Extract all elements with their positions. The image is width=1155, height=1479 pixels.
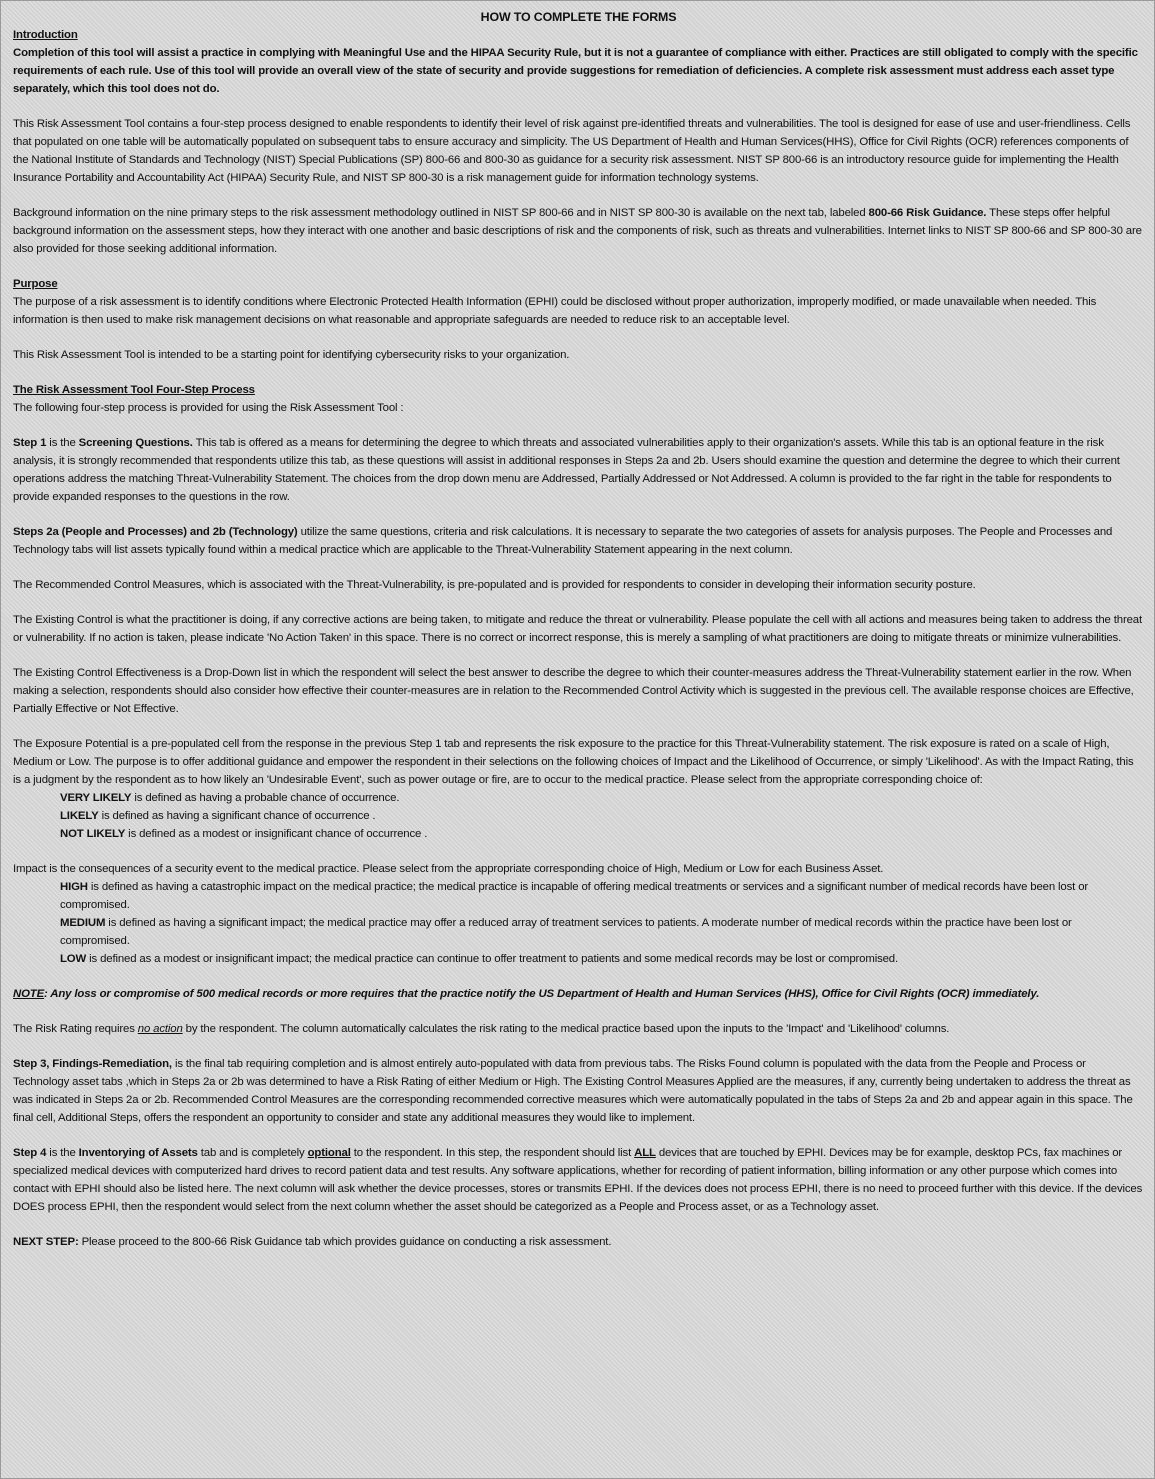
step1-paragraph: Step 1 is the Screening Questions. This tab is offered as a means for determining the degree to which threats and associated vulnerabilities apply to their organization's assets. While this tab is an optional feature in the risk analysis, it is strongly recommended that respondents utilize this tab, as these questions will assist in additional responses in Steps 2a and 2b. Users should examine the question and determine the degree to which their current operations address the matching Threat-Vulnerability Statement. The choices from the drop down menu are Addressed, Partially Addressed or Not Addressed. A column is provided to the far right in the table for respondents to provide expanded responses to the questions in the row. xyxy=(13,437,1120,503)
step3-paragraph: Step 3, Findings-Remediation, is the final tab requiring completion and is almost entirely auto-populated with data from previous tabs. The Risks Found column is populated with the data from the People and Process or Technology asset tabs ,which in Steps 2a or 2b was determined to have a Risk Rating of either Medium or High. The Existing Control Measures Applied are the measures, if any, currently being undertaken to address the threat as was indicated in Steps 2a or 2b. Recommended Control Measures are the corresponding recommended corrective measures which were automatically populated in the tabs of Steps 2a and 2b and appear again in this space. The final cell, Additional Steps, offers the respondent an opportunity to consider and state any additional measures they would like to implement. xyxy=(13,1058,1133,1124)
spacer xyxy=(13,594,1144,611)
exposure-potential-paragraph: The Exposure Potential is a pre-populated cell from the response in the previous Step 1 tab and represents the risk exposure to the practice for this Threat-Vulnerability statement. The risk exposure is rated on a scale of High, Medium or Low. The purpose is to offer additional guidance and empower the respondent in their selections on the following choices of Impact and the Likelihood of Occurrence, or simply 'Likelihood'. As with the Impact Rating, this is a judgment by the respondent as to how likely an 'Undesirable Event', such as power outage or fire, are to occur to the medical practice. Please select from the appropriate corresponding choice of: xyxy=(13,738,1134,786)
impact-definition: MEDIUM is defined as having a significant impact; the medical practice may offer a reduced array of treatment services to patients. A moderate number of medical records within the practice have been lost or compromised. xyxy=(60,917,1072,947)
document-title: HOW TO COMPLETE THE FORMS xyxy=(480,10,677,24)
risk-rating-paragraph: The Risk Rating requires no action by the respondent. The column automatically calculates the risk rating to the medical practice based upon the inputs to the 'Impact' and 'Likelihood' columns. xyxy=(13,1023,950,1035)
introduction-paragraph: Completion of this tool will assist a practice in complying with Meaningful Use and the HIPAA Security Rule, but it is not a guarantee of compliance with either. Practices are still obligated to comply with the specific requirements of each rule. Use of this tool will provide an overall view of the state of security and provide suggestions for remediation of deficiencies. A complete risk assessment must address each asset type separately, which this tool does not do. xyxy=(13,47,1138,95)
impact-definition: LOW is defined as a modest or insignificant impact; the medical practice can continue to offer treatment to patients and some medical records may be lost or compromised. xyxy=(60,953,899,965)
spacer xyxy=(13,506,1144,523)
hhs-notification-note: NOTE: Any loss or compromise of 500 medical records or more requires that the practice notify the US Department of Health and Human Services (HHS), Office for Civil Rights (OCR) immediately. xyxy=(13,988,1040,1000)
process-heading: The Risk Assessment Tool Four-Step Process xyxy=(13,384,255,396)
likelihood-definition: LIKELY is defined as having a significant chance of occurrence . xyxy=(60,810,376,822)
spacer xyxy=(13,968,1144,985)
tool-overview-paragraph: This Risk Assessment Tool contains a four-step process designed to enable respondents to identify their level of risk against pre-identified threats and vulnerabilities. The tool is designed for ease of use and user-friendliness. Cells that populated on one table will be automatically populated on subsequent tabs to ensure accuracy and simplicity. The US Department of Health and Human Services(HHS), Office for Civil Rights (OCR) references components of the National Institute of Standards and Technology (NIST) Special Publications (SP) 800-66 and 800-30 as guidance for a security risk assessment. NIST SP 800-66 is an introductory resource guide for implementing the Health Insurance Portability and Accountability Act (HIPAA) Security Rule, and NIST SP 800-30 is a risk management guide for information technology systems. xyxy=(13,118,1131,184)
likelihood-definition: VERY LIKELY is defined as having a probable chance of occurrence. xyxy=(60,792,400,804)
step4-paragraph: Step 4 is the Inventorying of Assets tab and is completely optional to the respondent. In this step, the respondent should list ALL devices that are touched by EPHI. Devices may be for example, desktop PCs, fax machines or specialized medical devices with computerized hard drives to record patient data and test results. Any software applications, whether for recording of patient information, billing information or any other purpose which comes into contact with EPHI should also be listed here. The next column will ask whether the device processes, stores or transmits EPHI. If the devices does not process EPHI, there is no need to proceed further with this device. If the devices DOES process EPHI, then the respondent would select from the next column whether the asset should be categorized as a People and Process asset, or as a Technology asset. xyxy=(13,1147,1143,1213)
existing-control-paragraph: The Existing Control is what the practitioner is doing, if any corrective actions are being taken, to mitigate and reduce the threat or vulnerability. Please populate the cell with all actions and measures being taken to address the threat or vulnerability. If no action is taken, please indicate 'No Action Taken' in this space. There is no correct or incorrect response, this is merely a sampling of what practitioners are doing to mitigate threats or minimize vulnerabilities. xyxy=(13,614,1142,644)
spacer xyxy=(13,647,1144,664)
step2-paragraph: Steps 2a (People and Processes) and 2b (Technology) utilize the same questions, criteria and risk calculations. It is necessary to separate the two categories of assets for analysis purposes. The People and Processes and Technology tabs will list assets typically found within a medical practice which are applicable to the Threat-Vulnerability Statement appearing in the next column. xyxy=(13,526,1113,556)
recommended-control-paragraph: The Recommended Control Measures, which is associated with the Threat-Vulnerability, is pre-populated and is provided for respondents to consider in developing their information security posture. xyxy=(13,579,976,591)
risk-guidance-tab-label: 800-66 Risk Guidance. xyxy=(868,207,987,219)
next-step-paragraph: NEXT STEP: Please proceed to the 800-66 Risk Guidance tab which provides guidance on conducting a risk assessment. xyxy=(13,1236,612,1248)
spacer xyxy=(13,417,1144,434)
impact-paragraph: Impact is the consequences of a security event to the medical practice. Please select from the appropriate corresponding choice of High, Medium or Low for each Business Asset. xyxy=(13,863,884,875)
purpose-heading: Purpose xyxy=(13,278,58,290)
spacer xyxy=(13,1038,1144,1055)
control-effectiveness-paragraph: The Existing Control Effectiveness is a Drop-Down list in which the respondent will select the best answer to describe the degree to which their counter-measures address the Threat-Vulnerability statement earlier in the row. When making a selection, respondents should also consider how effective their counter-measures are in relation to the Recommended Control Activity which is suggested in the previous cell. The available response choices are Effective, Partially Effective or Not Effective. xyxy=(13,667,1134,715)
spacer xyxy=(13,329,1144,346)
process-intro: The following four-step process is provided for using the Risk Assessment Tool : xyxy=(13,402,404,414)
spacer xyxy=(13,258,1144,275)
spacer xyxy=(13,1003,1144,1020)
spacer xyxy=(13,559,1144,576)
likelihood-definition: NOT LIKELY is defined as a modest or insignificant chance of occurrence . xyxy=(60,828,428,840)
spacer xyxy=(13,843,1144,860)
background-paragraph: Background information on the nine primary steps to the risk assessment methodology outlined in NIST SP 800-66 and in NIST SP 800-30 is available on the next tab, labeled 800-66 Risk Guidance. These steps offer helpful background information on the assessment steps, how they interact with one another and basic descriptions of risk and the components of risk, such as threats and vulnerabilities. Internet links to NIST SP 800-66 and SP 800-30 are also provided for those seeking additional information. xyxy=(13,207,1142,255)
spacer xyxy=(13,187,1144,204)
starting-point-paragraph: This Risk Assessment Tool is intended to be a starting point for identifying cybersecurity risks to your organization. xyxy=(13,349,570,361)
impact-definition: HIGH is defined as having a catastrophic impact on the medical practice; the medical practice is incapable of offering medical treatments or services and a significant number of medical records have been lost or compromised. xyxy=(60,881,1089,911)
spacer xyxy=(13,718,1144,735)
spacer xyxy=(13,364,1144,381)
spacer xyxy=(13,1127,1144,1144)
spacer xyxy=(13,1216,1144,1233)
spacer xyxy=(13,98,1144,115)
introduction-heading: Introduction xyxy=(13,29,78,41)
purpose-paragraph: The purpose of a risk assessment is to identify conditions where Electronic Protected Health Information (EPHI) could be disclosed without proper authorization, improperly modified, or made unavailable when needed. This information is then used to make risk management decisions on what reasonable and appropriate safeguards are needed to reduce risk to an acceptable level. xyxy=(13,296,1097,326)
